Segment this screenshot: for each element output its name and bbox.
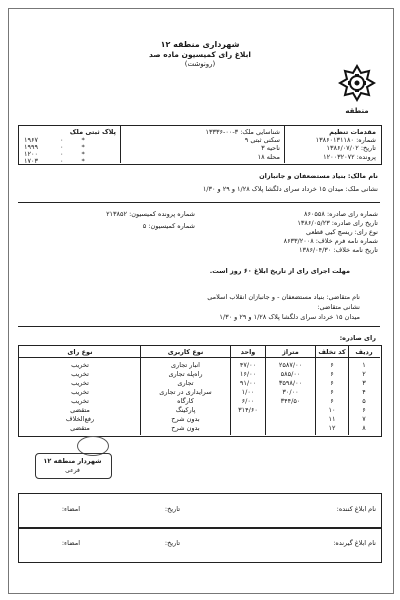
- table-header-unit: واحد: [240, 348, 256, 356]
- verdict-top-line: [18, 202, 380, 203]
- table-cell-ruling: رفع‌الخلاف: [65, 415, 95, 423]
- table-cell-violation-code: ۶: [330, 379, 334, 387]
- registry-plate-title: پلاک ثبتی ملک: [69, 128, 116, 136]
- table-cell-usage: بدون شرح: [171, 415, 200, 423]
- table-cell-unit: ۱۶/۰۰: [239, 370, 257, 378]
- table-cell-row-no: ۳: [362, 379, 366, 387]
- table-cell-unit: ۴۷/۰۰: [239, 361, 257, 369]
- owner-address: نشانی ملک: میدان ۱۵ خرداد سرای دلگشا پلاک ۱/۲۸ و ۲۹ و ۱/۳۰: [202, 185, 378, 193]
- applicant-name: نام متقاضی: بنیاد مستضعفان - و جانبازان انقلاب اسلامی: [207, 293, 360, 301]
- notifier-date-label: تاریخ:: [164, 505, 180, 513]
- vote-type: نوع رای: ریسچ کیی قطعی: [306, 228, 378, 236]
- table-header-ruling: نوع رای: [67, 348, 93, 356]
- table-cell-violation-code: ۶: [330, 361, 334, 369]
- table-cell-unit: ۱/۰۰: [241, 388, 255, 396]
- col-divider-2: [315, 345, 316, 435]
- table-cell-area: ۳۰/۰۰: [282, 388, 299, 396]
- table-cell-area: ۳۴۴/۵۰: [280, 397, 301, 405]
- document-subtitle: (رونوشت): [184, 60, 216, 68]
- col-divider-4: [230, 345, 231, 435]
- col-divider-3: [265, 345, 266, 435]
- table-header-violation-code: کد تخلف: [318, 348, 346, 356]
- table-cell-row-no: ۱: [362, 361, 366, 369]
- table-cell-ruling: تخریب: [71, 388, 89, 396]
- table-cell-usage: پارکینگ: [175, 406, 196, 414]
- table-cell-usage: تجاری: [177, 379, 194, 387]
- table-cell-violation-code: ۱۱: [328, 415, 336, 423]
- table-cell-ruling: متقضی: [70, 406, 90, 414]
- table-cell-usage: راه‌پله تجاری: [168, 370, 203, 378]
- table-cell-area: ۳۵۹۸/۰۰: [278, 379, 303, 387]
- record-number: شماره: ۱۳۸۶۰۱۳۱۱۸۰: [315, 136, 376, 144]
- table-cell-usage: بدون شرح: [171, 424, 200, 432]
- table-cell-unit: ۳۱۴/۶۰: [238, 406, 258, 414]
- plate-row-1: ۱۹۶۷ ۰ *: [24, 136, 85, 144]
- table-header-area: متراژ: [282, 348, 299, 356]
- vote-date: تاریخ رای صادره: ۱۳۸۶/۰۵/۲۳: [297, 219, 378, 227]
- execution-deadline: مهلت اجرای رای از تاریخ ابلاغ ۶۰ روز است.: [209, 267, 350, 275]
- table-cell-ruling: تخریب: [71, 370, 89, 378]
- registry-sakni: سکنی ثبتی ۹: [244, 136, 280, 144]
- table-cell-area: ۲۵۸۷/۰۰: [278, 361, 303, 369]
- table-cell-row-no: ۵: [362, 397, 366, 405]
- plate-row-2: ۱۹۹۹ ۰ *: [24, 143, 85, 151]
- registry-nahieh: ناحیه ۳: [261, 144, 280, 152]
- owner-name: نام مالک: بنیاد مستضعفان و جانبازان: [259, 172, 378, 180]
- table-cell-area: ۵۸۵/۰۰: [280, 370, 301, 378]
- stamp-title: شهردار منطقه ۱۲: [43, 457, 102, 465]
- plate-row-3: ۱۲۰۰ ۰ *: [24, 150, 85, 158]
- commission-file-number: شماره پرونده کمیسیون: ۲۱۳۸۵۲: [106, 210, 195, 218]
- ruling-table-title: رای صادره:: [339, 334, 376, 342]
- ruling-table-header-line: [18, 357, 380, 358]
- record-date: تاریخ: ۱۳۸۶/۰۷/۰۲: [326, 144, 376, 152]
- vote-number: شماره رای صادره: ۸۶۰۵۵۸: [303, 210, 378, 218]
- table-cell-row-no: ۶: [362, 406, 366, 414]
- table-cell-row-no: ۷: [362, 415, 366, 423]
- table-cell-row-no: ۸: [362, 424, 366, 432]
- table-cell-ruling: تخریب: [71, 397, 89, 405]
- logo-caption: منطقه: [345, 107, 369, 115]
- commission-number: شماره کمیسیون: ۵: [142, 222, 195, 230]
- recipient-date-label: تاریخ:: [164, 539, 180, 547]
- property-code: شناسایی ملک: ۳-۰۰-۱۳۳۳۶: [205, 128, 280, 136]
- municipality-logo: [337, 63, 377, 103]
- applicant-address-label: نشانی متقاضی:: [317, 303, 360, 311]
- table-cell-row-no: ۲: [362, 370, 366, 378]
- table-cell-violation-code: ۶: [330, 370, 334, 378]
- table-cell-violation-code: ۶: [330, 388, 334, 396]
- col-divider-5: [140, 345, 141, 435]
- applicant-address: میدان ۱۵ خرداد سرای دلگشا پلاک ۱/۲۸ و ۲۹ و ۱/۳۰: [219, 313, 360, 321]
- document-title: ابلاغ رای کمیسیون ماده صد: [149, 50, 251, 59]
- table-cell-usage: انبار تجاری: [171, 361, 200, 369]
- plate-row-4: ۱۷۰۳ ۰ *: [24, 157, 85, 165]
- registry-mahaleh: محله ۱۸: [257, 153, 280, 161]
- table-cell-ruling: متقضی: [70, 424, 90, 432]
- violation-letter-date: تاریخ نامه خلاف: ۱۳۸۶/۰۴/۳۰: [298, 246, 378, 254]
- table-cell-ruling: تخریب: [71, 379, 89, 387]
- table-cell-unit: ۶/۰۰: [241, 397, 255, 405]
- table-header-usage: نوع کاربری: [167, 348, 204, 356]
- info-right-header: مقدمات تنظیم: [329, 128, 376, 136]
- table-cell-usage: کارگاه: [177, 397, 194, 405]
- table-header-row-no: ردیف: [355, 348, 373, 356]
- table-cell-row-no: ۴: [362, 388, 366, 396]
- info-divider-1: [120, 125, 121, 163]
- recipient-sign-label: امضاء:: [61, 539, 80, 547]
- notifier-name-label: نام ابلاغ کننده:: [336, 505, 376, 513]
- municipality-title: شهرداری منطقه ۱۲: [160, 40, 240, 49]
- recipient-name-label: نام ابلاغ گیرنده:: [333, 539, 376, 547]
- table-cell-violation-code: ۱۰: [328, 406, 336, 414]
- table-cell-violation-code: ۱۲: [328, 424, 336, 432]
- table-cell-violation-code: ۶: [330, 397, 334, 405]
- col-divider-1: [348, 345, 349, 435]
- stamp-subtitle: فرعی: [65, 467, 80, 474]
- table-cell-usage: سرایداری در تجاری: [159, 388, 212, 396]
- notifier-sign-label: امضاء:: [61, 505, 80, 513]
- table-cell-unit: ۹۱/۰۰: [239, 379, 257, 387]
- table-cell-ruling: تخریب: [71, 361, 89, 369]
- applicant-bottom-line: [18, 326, 380, 327]
- record-file: پرونده: ۱۲۰۰۳۲۰۷۲: [323, 153, 376, 161]
- info-divider-2: [284, 125, 285, 163]
- violation-letter-number: شماره نامه فرم خلاف: ۸۶۳۳/۲۰۰۸: [283, 237, 378, 245]
